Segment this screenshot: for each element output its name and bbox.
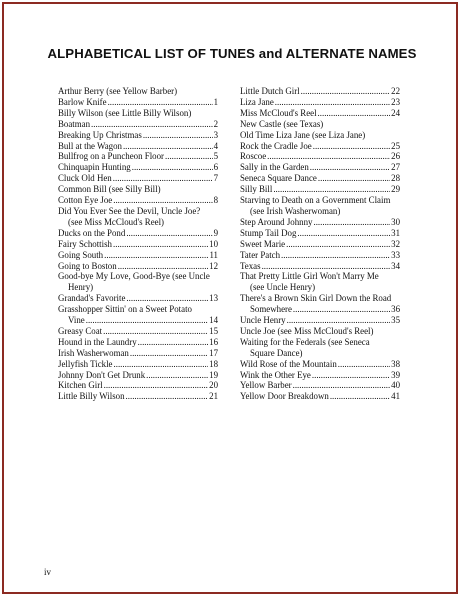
tune-name: There's a Brown Skin Girl Down the Road (240, 293, 392, 304)
tune-page-number: 29 (391, 184, 400, 195)
dot-leader (293, 304, 390, 315)
tune-name: New Castle (see Texas) (240, 118, 324, 129)
tune-name-continuation (58, 282, 218, 293)
dot-leader (103, 326, 208, 337)
tune-page-number: 8 (213, 195, 218, 206)
tune-name: Arthur Berry (see Yellow Barber) (58, 86, 178, 96)
tune-name: Kitchen Girl (58, 380, 103, 391)
dot-leader (318, 173, 390, 184)
tune-entry (58, 391, 218, 402)
tune-name: Vine (68, 315, 85, 326)
tune-page-number: 18 (209, 358, 218, 369)
tune-name: Roscoe (240, 151, 267, 162)
dot-leader (143, 130, 213, 141)
dot-leader (113, 239, 208, 250)
tune-entry (58, 206, 218, 228)
tune-page-number: 22 (391, 86, 400, 96)
tune-page-number: 30 (391, 216, 400, 227)
tune-page-number: 33 (391, 249, 400, 260)
tune-entry (58, 293, 218, 304)
tune-name: Wink the Other Eye (240, 369, 311, 380)
tune-entry (58, 141, 218, 152)
tune-entry (58, 370, 218, 381)
tune-entry (58, 184, 218, 195)
tune-name: (see Miss McCloud's Reel) (68, 216, 165, 227)
tune-entry (58, 359, 218, 370)
dot-leader (104, 250, 208, 261)
tune-name: Billy Wilson (see Little Billy Wilson) (58, 107, 192, 118)
tune-name-line (58, 271, 218, 282)
tune-name: Ducks on the Pond (58, 227, 126, 238)
tune-name: Good-bye My Love, Good-Bye (see Uncle (58, 271, 210, 282)
tune-name: Grandad's Favorite (58, 293, 126, 304)
dot-leader (310, 162, 390, 173)
tune-name: Texas (240, 260, 261, 271)
tune-page-number: 6 (213, 162, 218, 173)
tune-name: Cluck Old Hen (58, 173, 112, 184)
tune-page-number: 7 (213, 173, 218, 184)
tune-entry (58, 108, 218, 119)
tune-entry (240, 315, 400, 326)
tune-entry (58, 380, 218, 391)
dot-leader (287, 315, 391, 326)
tune-name-continuation (240, 282, 400, 293)
dot-leader (275, 97, 390, 108)
tune-entry (240, 359, 400, 370)
dot-leader (86, 315, 208, 326)
tune-entry (58, 261, 218, 272)
tune-entry (240, 162, 400, 173)
tune-name: Breaking Up Christmas (58, 129, 142, 140)
tune-page-number: 28 (391, 173, 400, 184)
dot-leader (262, 261, 391, 272)
tune-page-number: 34 (391, 260, 400, 271)
tune-name: Miss McCloud's Reel (240, 107, 317, 118)
tune-name: Did You Ever See the Devil, Uncle Joe? (58, 205, 201, 216)
tune-page-number: 4 (213, 140, 218, 151)
dot-leader (338, 359, 390, 370)
tune-entry (58, 326, 218, 337)
tune-entry (58, 250, 218, 261)
dot-leader (293, 380, 391, 391)
tune-entry (58, 337, 218, 348)
tune-name-line (240, 337, 400, 348)
tune-page-number: 39 (391, 369, 400, 380)
tune-name: Yellow Door Breakdown (240, 391, 329, 402)
tune-name: Sally in the Garden (240, 162, 309, 173)
tune-entry (240, 370, 400, 381)
page-number: iv (44, 567, 51, 577)
tune-name: Liza Jane (240, 96, 274, 107)
dot-leader (301, 86, 390, 97)
tune-entry (240, 261, 400, 272)
tune-name: Irish Washerwoman (58, 347, 129, 358)
tune-entry (240, 228, 400, 239)
tune-page-number: 11 (209, 249, 218, 260)
tune-page-number: 31 (391, 227, 400, 238)
tune-name: Jellyfish Tickle (58, 358, 113, 369)
dot-leader (113, 173, 213, 184)
tune-entry (240, 151, 400, 162)
tune-name: Little Billy Wilson (58, 391, 125, 402)
dot-leader (108, 97, 213, 108)
tune-entry (58, 228, 218, 239)
tune-entry (240, 195, 400, 217)
tune-name-continuation (58, 315, 218, 326)
tune-name: (see Uncle Henry) (250, 282, 316, 293)
tune-name: Bullfrog on a Puncheon Floor (58, 151, 164, 162)
tune-name: Sweet Marie (240, 238, 286, 249)
tune-page-number: 17 (209, 347, 218, 358)
dot-leader (297, 228, 390, 239)
tune-name: Chinquapin Hunting (58, 162, 131, 173)
tune-name: Uncle Joe (see Miss McCloud's Reel) (240, 325, 374, 336)
dot-leader (318, 108, 391, 119)
tune-name-continuation (58, 217, 218, 228)
tune-entry (58, 151, 218, 162)
tune-entry (240, 239, 400, 250)
tune-name: Old Time Liza Jane (see Liza Jane) (240, 129, 366, 140)
tune-page-number: 19 (209, 369, 218, 380)
tune-name: Hound in the Laundry (58, 336, 137, 347)
dot-leader (138, 337, 208, 348)
tune-name: Rock the Cradle Joe (240, 140, 312, 151)
tune-entry (240, 337, 400, 359)
tune-entry (240, 271, 400, 293)
tune-entry (58, 271, 218, 293)
tune-entry (240, 250, 400, 261)
tune-name-line (58, 206, 218, 217)
tune-name-line (58, 304, 218, 315)
tune-page-number: 26 (391, 151, 400, 162)
dot-leader (123, 141, 213, 152)
tune-name: Common Bill (see Silly Bill) (58, 184, 161, 195)
tune-name: Little Dutch Girl (240, 86, 300, 96)
tune-entry (240, 391, 400, 402)
tune-name: Tater Patch (240, 249, 281, 260)
tune-name: Seneca Square Dance (240, 173, 317, 184)
tune-list-right-column (240, 86, 400, 402)
tune-name: Square Dance) (250, 347, 303, 358)
tune-entry (240, 293, 400, 315)
dot-leader (126, 391, 209, 402)
dot-leader (91, 119, 213, 130)
tune-name: (see Irish Washerwoman) (250, 205, 341, 216)
dot-leader (114, 359, 209, 370)
tune-name-continuation (240, 206, 400, 217)
tune-entry (240, 326, 400, 337)
tune-page-number: 27 (391, 162, 400, 173)
tune-entry (240, 130, 400, 141)
tune-name-line (240, 271, 400, 282)
tune-name-continuation (240, 348, 400, 359)
tune-page-number: 3 (213, 129, 218, 140)
tune-name: Somewhere (250, 304, 292, 315)
dot-leader (312, 370, 390, 381)
tune-name: Starving to Death on a Government Claim (240, 195, 391, 206)
tune-page-number: 10 (209, 238, 218, 249)
tune-name: Uncle Henry (240, 315, 286, 326)
dot-leader (126, 293, 208, 304)
tune-name: Going South (58, 249, 104, 260)
tune-name: Henry) (68, 282, 94, 293)
tune-name: Wild Rose of the Mountain (240, 358, 337, 369)
dot-leader (313, 217, 390, 228)
tune-page-number: 13 (209, 293, 218, 304)
tune-entry (58, 162, 218, 173)
tune-page-number: 21 (209, 391, 218, 402)
tune-entry (58, 173, 218, 184)
dot-leader (267, 151, 390, 162)
dot-leader (130, 348, 208, 359)
page-title: ALPHABETICAL LIST OF TUNES and ALTERNATE NAMES (47, 46, 417, 61)
tune-name-line (240, 293, 400, 304)
tune-page-number: 23 (391, 96, 400, 107)
tune-entry (240, 119, 400, 130)
tune-entry (58, 130, 218, 141)
tune-entry (58, 119, 218, 130)
tune-name: Cotton Eye Joe (58, 195, 113, 206)
dot-leader (165, 151, 213, 162)
tune-name: Johnny Don't Get Drunk (58, 369, 146, 380)
tune-entry (240, 108, 400, 119)
tune-name: Bull at the Wagon (58, 140, 122, 151)
dot-leader (132, 162, 213, 173)
tune-page-number: 36 (391, 304, 400, 315)
tune-entry (58, 195, 218, 206)
tune-page-number: 38 (391, 358, 400, 369)
tune-list-left-column (58, 86, 218, 402)
tune-name-line (240, 195, 400, 206)
dot-leader (126, 228, 212, 239)
tune-page-number: 9 (213, 227, 218, 238)
tune-entry (240, 217, 400, 228)
tune-entry (58, 304, 218, 326)
tune-page-number: 5 (213, 151, 218, 162)
tune-page-number: 1 (213, 96, 218, 107)
tune-entry (58, 86, 218, 97)
dot-leader (104, 380, 209, 391)
tune-name: Step Around Johnny (240, 216, 313, 227)
tune-page-number: 12 (209, 260, 218, 271)
tune-entry (240, 184, 400, 195)
dot-leader (146, 370, 208, 381)
tune-page-number: 15 (209, 325, 218, 336)
tune-page-number: 41 (391, 391, 400, 402)
tune-name: Barlow Knife (58, 96, 107, 107)
dot-leader (273, 184, 390, 195)
tune-name-continuation (240, 304, 400, 315)
tune-page-number: 14 (209, 315, 218, 326)
tune-page-number: 25 (391, 140, 400, 151)
tune-name: Going to Boston (58, 260, 117, 271)
tune-entry (240, 173, 400, 184)
tune-entry (58, 348, 218, 359)
tune-entry (58, 239, 218, 250)
tune-page-number: 20 (209, 380, 218, 391)
tune-name: Silly Bill (240, 184, 273, 195)
tune-page-number: 2 (213, 118, 218, 129)
tune-name: Grasshopper Sittin' on a Sweet Potato (58, 304, 192, 315)
dot-leader (281, 250, 390, 261)
tune-name: Greasy Coat (58, 325, 103, 336)
tune-page-number: 16 (209, 336, 218, 347)
dot-leader (118, 261, 208, 272)
tune-page-number: 35 (391, 315, 400, 326)
tune-entry (240, 380, 400, 391)
tune-name: Yellow Barber (240, 380, 292, 391)
tune-page-number: 40 (391, 380, 400, 391)
tune-entry (240, 141, 400, 152)
dot-leader (313, 141, 390, 152)
dot-leader (330, 391, 390, 402)
document-page (2, 2, 458, 594)
tune-name: That Pretty Little Girl Won't Marry Me (240, 271, 379, 282)
dot-leader (286, 239, 390, 250)
tune-entry (58, 97, 218, 108)
tune-page-number: 32 (391, 238, 400, 249)
tune-page-number: 24 (391, 107, 400, 118)
tune-entry (240, 97, 400, 108)
tune-name: Waiting for the Federals (see Seneca (240, 336, 370, 347)
tune-name: Stump Tail Dog (240, 227, 297, 238)
tune-name: Fairy Schottish (58, 238, 112, 249)
tune-name: Boatman (58, 118, 91, 129)
tune-entry (240, 86, 400, 97)
dot-leader (113, 195, 212, 206)
